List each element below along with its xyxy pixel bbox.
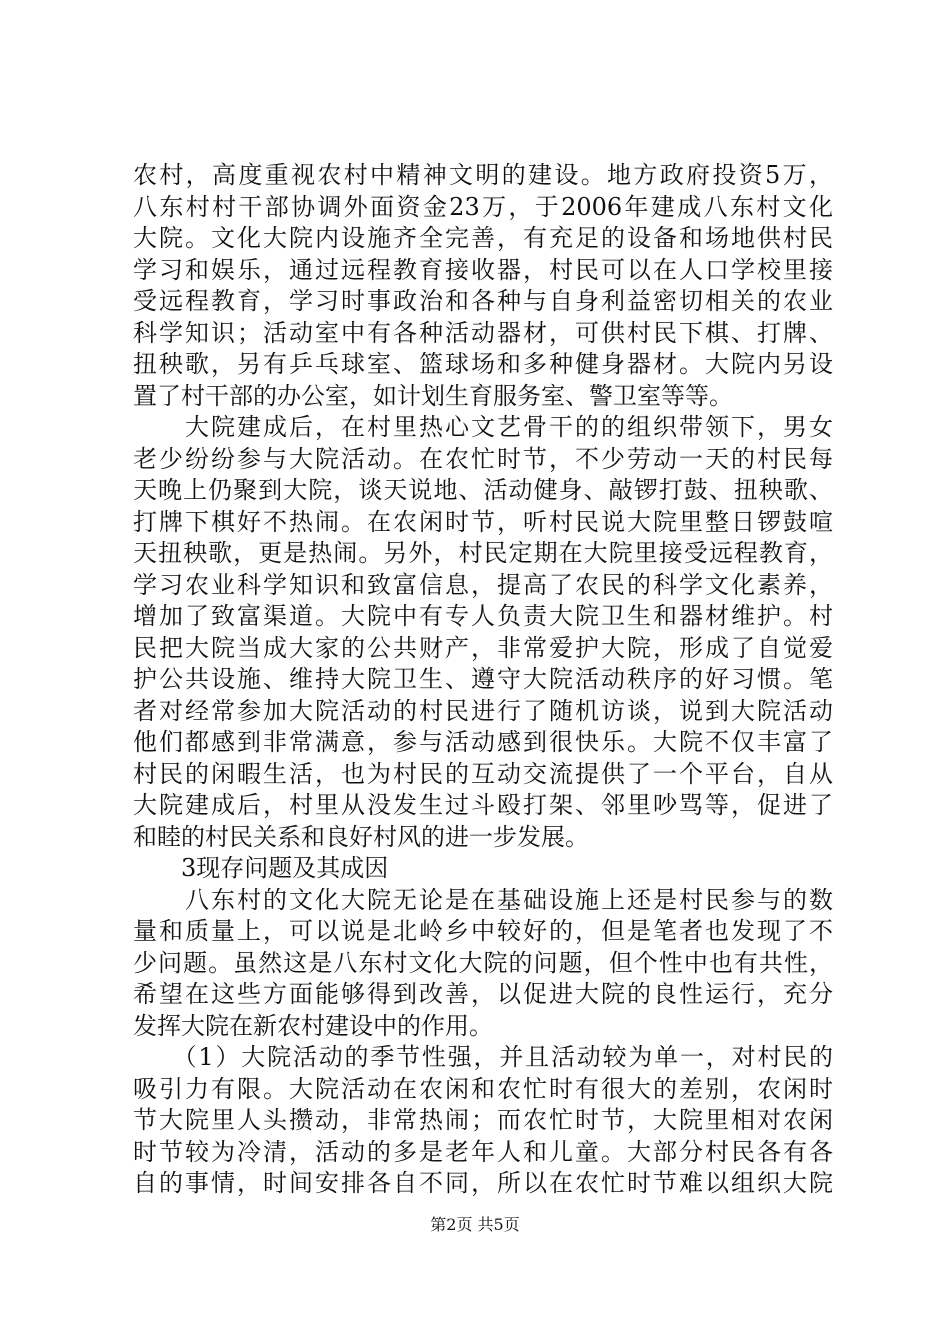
- text-line: 八东村的文化大院无论是在基础设施上还是村民参与的数: [133, 885, 833, 914]
- text-line: 增加了致富渠道。大院中有专人负责大院卫生和器材维护。村: [133, 602, 833, 630]
- text-line: （1）大院活动的季节性强，并且活动较为单一，对村民的: [133, 1043, 833, 1071]
- text-line: 大院。文化大院内设施齐全完善，有充足的设备和场地供村民: [133, 224, 833, 252]
- text-line: 学习和娱乐，通过远程教育接收器，村民可以在人口学校里接: [133, 255, 833, 284]
- text-line: 者对经常参加大院活动的村民进行了随机访谈，说到大院活动: [133, 696, 833, 725]
- text-line: 自的事情，时间安排各自不同，所以在农忙时节难以组织大院: [133, 1169, 833, 1197]
- text-line: 天晚上仍聚到大院，谈天说地、活动健身、敲锣打鼓、扭秧歌、: [133, 476, 833, 504]
- text-line: 护公共设施、维持大院卫生、遵守大院活动秩序的好习惯。笔: [133, 665, 833, 693]
- text-line: 量和质量上，可以说是北岭乡中较好的，但是笔者也发现了不: [133, 917, 833, 945]
- text-line: 天扭秧歌，更是热闹。另外，村民定期在大院里接受远程教育，: [133, 539, 833, 567]
- text-line: 科学知识；活动室中有各种活动器材，可供村民下棋、打牌、: [133, 318, 833, 347]
- page-footer: 第2页 共5页: [430, 1215, 520, 1234]
- text-line: 大院建成后，村里从没发生过斗殴打架、邻里吵骂等，促进了: [133, 791, 833, 819]
- text-line: 打牌下棋好不热闹。在农闲时节，听村民说大院里整日锣鼓喧: [133, 507, 833, 536]
- text-line: 老少纷纷参与大院活动。在农忙时节，不少劳动一天的村民每: [133, 444, 833, 473]
- text-line: 他们都感到非常满意，参与活动感到很快乐。大院不仅丰富了: [133, 728, 833, 756]
- text-line: 希望在这些方面能够得到改善，以促进大院的良性运行，充分: [133, 980, 833, 1008]
- text-line: 置了村干部的办公室，如计划生育服务室、警卫室等等。: [133, 381, 733, 410]
- text-line: 吸引力有限。大院活动在农闲和农忙时有很大的差别，农闲时: [133, 1074, 833, 1103]
- text-line: 少问题。虽然这是八东村文化大院的问题，但个性中也有共性，: [133, 948, 833, 977]
- text-line: 时节较为冷清，活动的多是老年人和儿童。大部分村民各有各: [133, 1137, 833, 1166]
- text-line: 民把大院当成大家的公共财产，非常爱护大院，形成了自觉爱: [133, 633, 833, 662]
- text-line: 节大院里人头攒动，非常热闹；而农忙时节，大院里相对农闲: [133, 1106, 833, 1134]
- text-line: 扭秧歌，另有乒乓球室、篮球场和多种健身器材。大院内另设: [133, 350, 833, 378]
- text-line: 大院建成后，在村里热心文艺骨干的的组织带领下，男女: [133, 413, 833, 441]
- text-line: 八东村村干部协调外面资金23万，于2006年建成八东村文化: [133, 192, 833, 221]
- text-line: 受远程教育，学习时事政治和各种与自身利益密切相关的农业: [133, 287, 833, 315]
- text-line: 发挥大院在新农村建设中的作用。: [133, 1011, 493, 1040]
- text-line: 农村，高度重视农村中精神文明的建设。地方政府投资5万，: [133, 161, 833, 189]
- text-line: 学习农业科学知识和致富信息，提高了农民的科学文化素养，: [133, 570, 833, 599]
- text-line: 村民的闲暇生活，也为村民的互动交流提供了一个平台，自从: [133, 759, 833, 788]
- text-line: 和睦的村民关系和良好村风的进一步发展。: [133, 822, 589, 851]
- body-text: [133, 160, 833, 1200]
- text-line: 3现存问题及其成因: [133, 854, 389, 882]
